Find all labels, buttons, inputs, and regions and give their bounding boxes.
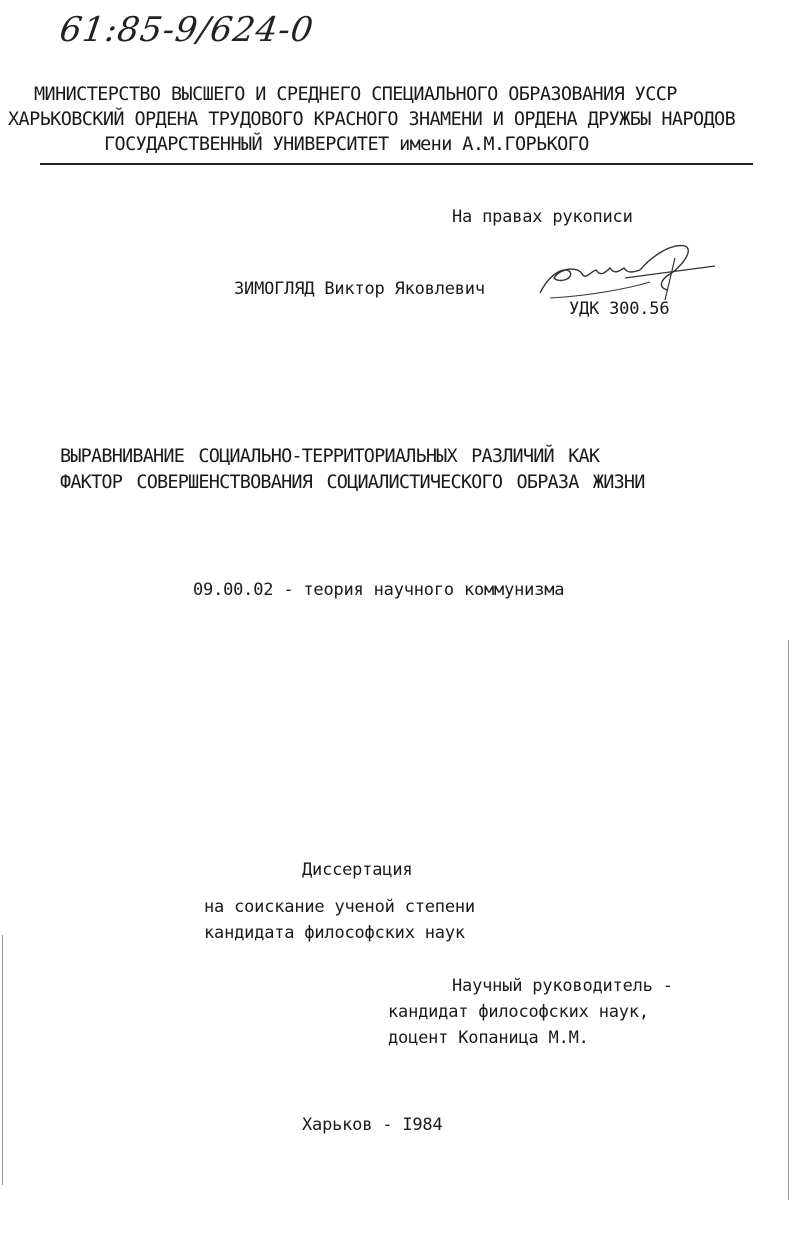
degree-line-1: на соискание ученой степени <box>204 897 475 917</box>
specialty-code: 09.00.02 - теория научного коммунизма <box>193 580 565 600</box>
degree-line-2: кандидата философских наук <box>204 923 465 943</box>
university-line: ХАРЬКОВСКИЙ ОРДЕНА ТРУДОВОГО КРАСНОГО ЗНАМЕНИ И ОРДЕНА ДРУЖБЫ НАРОДОВ <box>8 109 736 130</box>
header-divider <box>40 163 753 165</box>
manuscript-note: На правах рукописи <box>452 207 633 227</box>
university-name-line: ГОСУДАРСТВЕННЫЙ УНИВЕРСИТЕТ имени А.М.ГОРЬКОГО <box>104 134 589 155</box>
author-name: ЗИМОГЛЯД Виктор Яковлевич <box>234 279 485 299</box>
supervisor-label: Научный руководитель - <box>452 976 673 996</box>
scan-edge-left <box>2 935 3 1185</box>
scan-edge-right <box>788 640 789 1200</box>
title-line-1: ВЫРАВНИВАНИЕ СОЦИАЛЬНО-ТЕРРИТОРИАЛЬНЫХ РАЗЛИЧИЙ КАК <box>60 446 600 467</box>
udk-code: УДК 300.56 <box>569 299 670 319</box>
title-line-2: ФАКТОР СОВЕРШЕНСТВОВАНИЯ СОЦИАЛИСТИЧЕСКОГО ОБРАЗА ЖИЗНИ <box>60 472 645 493</box>
archive-number: 61:85-9/624-0 <box>57 10 317 50</box>
place-year: Харьков - I984 <box>302 1115 443 1135</box>
supervisor-name: доцент Копаница М.М. <box>388 1028 589 1048</box>
author-signature <box>530 238 720 308</box>
dissertation-label: Диссертация <box>302 860 413 880</box>
supervisor-degree: кандидат философских наук, <box>388 1002 649 1022</box>
ministry-line: МИНИСТЕРСТВО ВЫСШЕГО И СРЕДНЕГО СПЕЦИАЛЬНОГО ОБРАЗОВАНИЯ УССР <box>34 84 677 105</box>
